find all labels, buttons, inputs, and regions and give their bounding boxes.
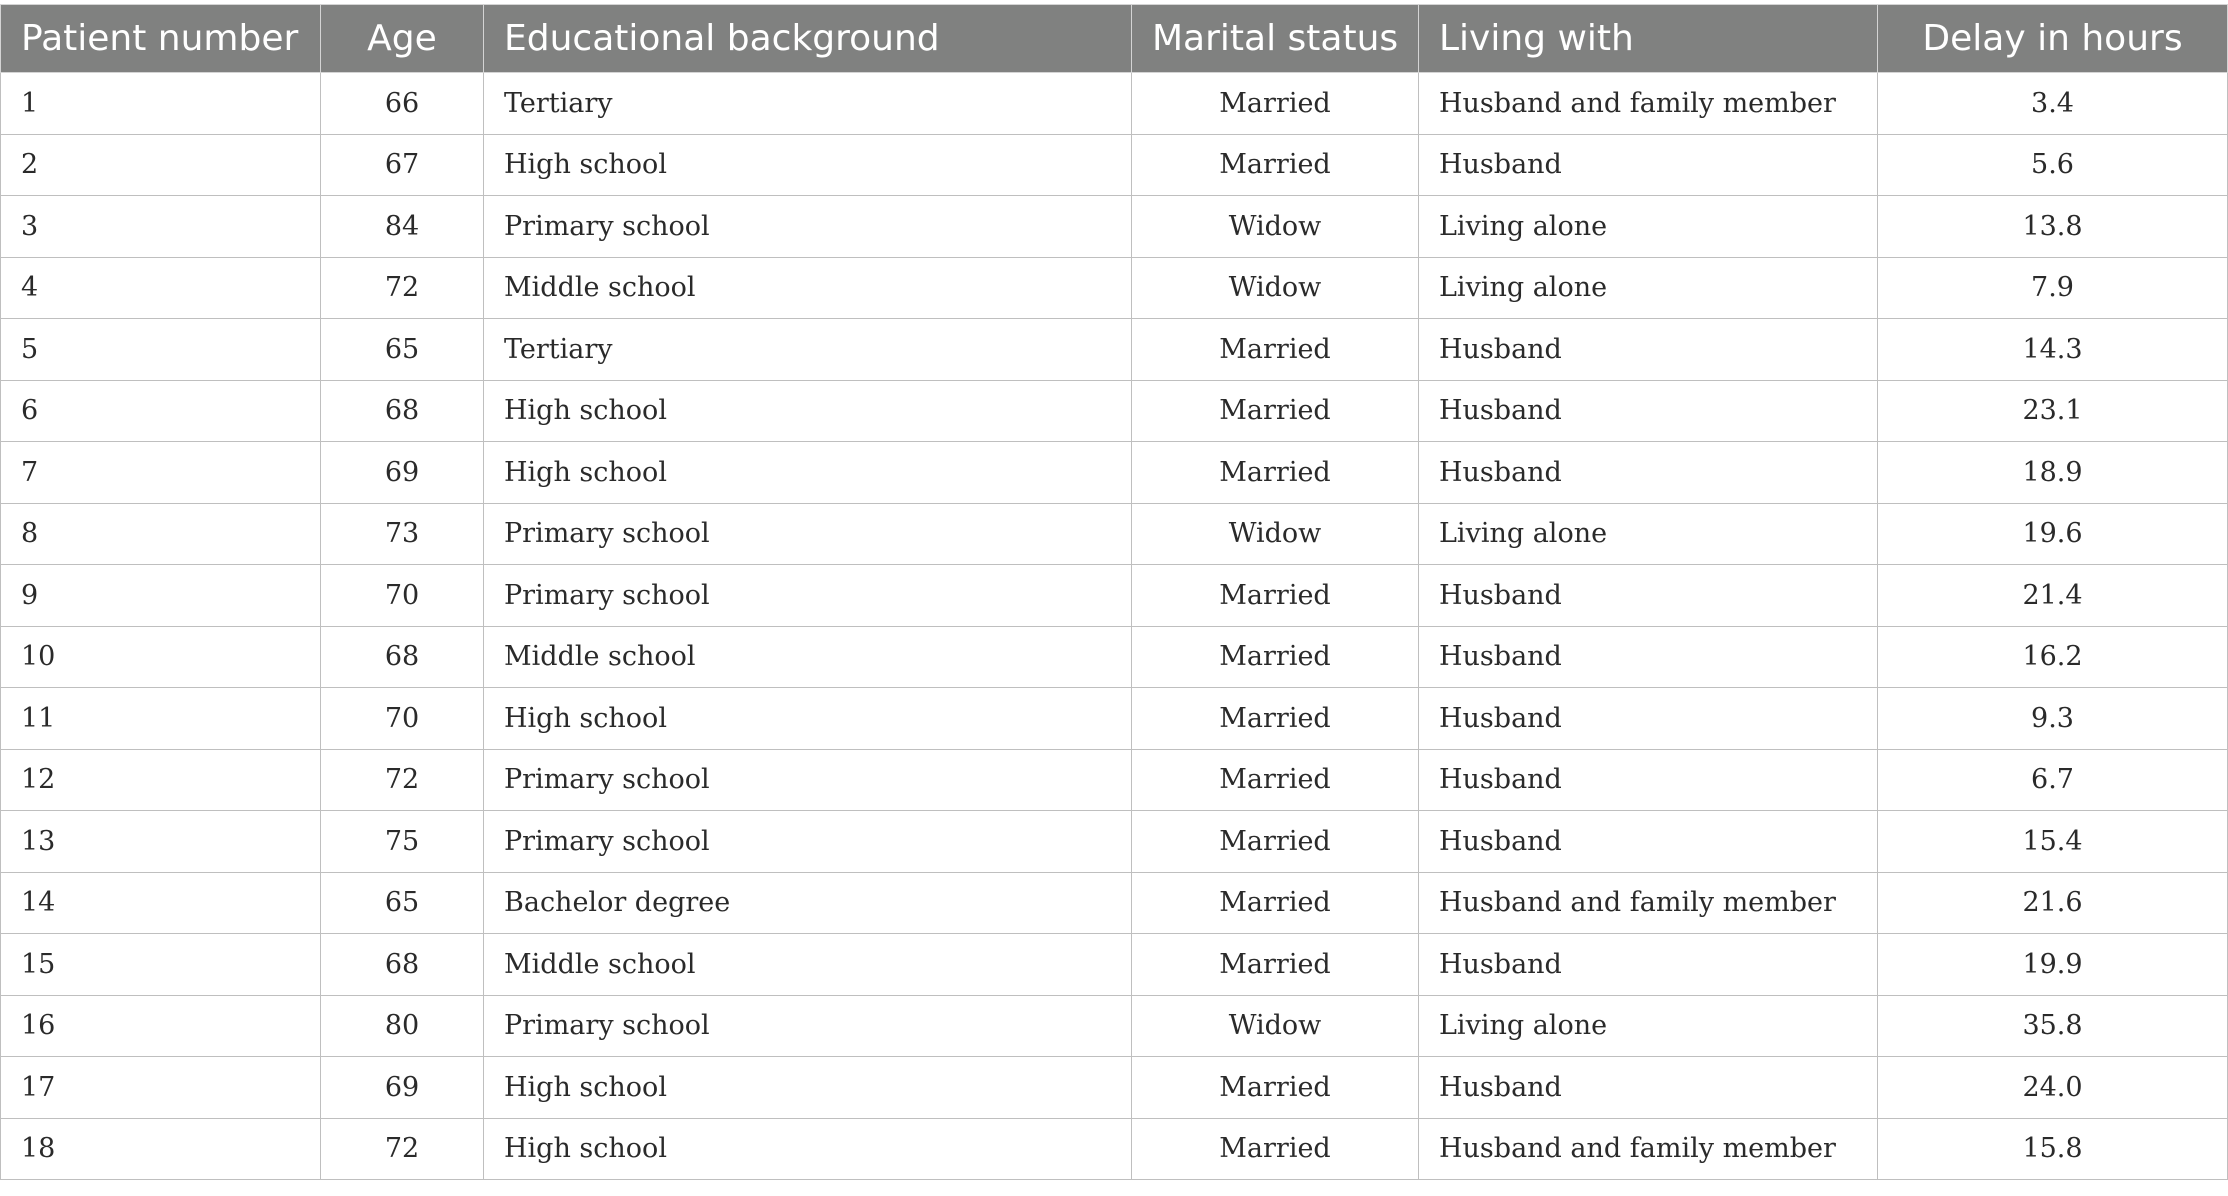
cell-marital-status: Widow (1132, 257, 1419, 319)
cell-patient-number: 6 (1, 380, 321, 442)
cell-marital-status: Married (1132, 73, 1419, 135)
table-row (1, 73, 2228, 135)
cell-delay-in-hours: 19.9 (1878, 934, 2228, 996)
cell-educational-background: Primary school (484, 749, 1132, 811)
cell-delay-in-hours: 24.0 (1878, 1057, 2228, 1119)
cell-marital-status: Married (1132, 688, 1419, 750)
table-row (1, 688, 2228, 750)
cell-marital-status: Widow (1132, 503, 1419, 565)
cell-living-with: Living alone (1419, 196, 1878, 258)
cell-delay-in-hours: 9.3 (1878, 688, 2228, 750)
cell-living-with: Husband (1419, 626, 1878, 688)
cell-age: 68 (321, 934, 484, 996)
table-row (1, 134, 2228, 196)
cell-delay-in-hours: 19.6 (1878, 503, 2228, 565)
cell-delay-in-hours: 21.4 (1878, 565, 2228, 627)
cell-patient-number: 17 (1, 1057, 321, 1119)
table-row (1, 1118, 2228, 1180)
cell-delay-in-hours: 16.2 (1878, 626, 2228, 688)
cell-delay-in-hours: 21.6 (1878, 872, 2228, 934)
cell-patient-number: 2 (1, 134, 321, 196)
cell-marital-status: Widow (1132, 196, 1419, 258)
cell-patient-number: 12 (1, 749, 321, 811)
cell-living-with: Husband (1419, 688, 1878, 750)
cell-patient-number: 16 (1, 995, 321, 1057)
cell-living-with: Husband (1419, 1057, 1878, 1119)
cell-patient-number: 7 (1, 442, 321, 504)
cell-marital-status: Married (1132, 934, 1419, 996)
column-header-patient-number: Patient number (1, 5, 321, 73)
cell-marital-status: Married (1132, 565, 1419, 627)
cell-living-with: Husband and family member (1419, 73, 1878, 135)
cell-age: 73 (321, 503, 484, 565)
cell-age: 67 (321, 134, 484, 196)
cell-patient-number: 11 (1, 688, 321, 750)
cell-patient-number: 4 (1, 257, 321, 319)
cell-educational-background: Middle school (484, 626, 1132, 688)
cell-patient-number: 9 (1, 565, 321, 627)
cell-living-with: Husband (1419, 749, 1878, 811)
cell-marital-status: Married (1132, 626, 1419, 688)
cell-living-with: Husband (1419, 442, 1878, 504)
patient-table-container (0, 4, 2183, 1180)
cell-marital-status: Married (1132, 749, 1419, 811)
cell-delay-in-hours: 15.8 (1878, 1118, 2228, 1180)
cell-age: 69 (321, 442, 484, 504)
cell-educational-background: Tertiary (484, 73, 1132, 135)
cell-educational-background: High school (484, 380, 1132, 442)
cell-marital-status: Married (1132, 1118, 1419, 1180)
column-header-living-with: Living with (1419, 5, 1878, 73)
cell-age: 65 (321, 872, 484, 934)
cell-living-with: Husband (1419, 811, 1878, 873)
cell-age: 69 (321, 1057, 484, 1119)
cell-patient-number: 14 (1, 872, 321, 934)
cell-marital-status: Married (1132, 811, 1419, 873)
cell-delay-in-hours: 6.7 (1878, 749, 2228, 811)
cell-educational-background: High school (484, 442, 1132, 504)
cell-educational-background: Tertiary (484, 319, 1132, 381)
cell-living-with: Husband and family member (1419, 872, 1878, 934)
cell-delay-in-hours: 15.4 (1878, 811, 2228, 873)
cell-marital-status: Married (1132, 319, 1419, 381)
column-header-marital-status: Marital status (1132, 5, 1419, 73)
cell-delay-in-hours: 23.1 (1878, 380, 2228, 442)
cell-delay-in-hours: 13.8 (1878, 196, 2228, 258)
table-row (1, 1057, 2228, 1119)
cell-living-with: Husband (1419, 319, 1878, 381)
table-body (1, 73, 2228, 1180)
cell-patient-number: 3 (1, 196, 321, 258)
cell-age: 80 (321, 995, 484, 1057)
cell-delay-in-hours: 18.9 (1878, 442, 2228, 504)
cell-educational-background: Primary school (484, 995, 1132, 1057)
cell-delay-in-hours: 35.8 (1878, 995, 2228, 1057)
cell-living-with: Husband (1419, 934, 1878, 996)
cell-living-with: Living alone (1419, 257, 1878, 319)
patient-table (0, 4, 2228, 1180)
cell-delay-in-hours: 5.6 (1878, 134, 2228, 196)
cell-educational-background: Middle school (484, 934, 1132, 996)
cell-age: 72 (321, 749, 484, 811)
column-header-educational-background: Educational background (484, 5, 1132, 73)
cell-patient-number: 8 (1, 503, 321, 565)
cell-age: 70 (321, 565, 484, 627)
header-row (1, 5, 2228, 73)
table-row (1, 257, 2228, 319)
cell-marital-status: Married (1132, 442, 1419, 504)
cell-educational-background: High school (484, 688, 1132, 750)
cell-marital-status: Married (1132, 380, 1419, 442)
cell-educational-background: Primary school (484, 503, 1132, 565)
table-row (1, 995, 2228, 1057)
cell-educational-background: Bachelor degree (484, 872, 1132, 934)
cell-marital-status: Married (1132, 1057, 1419, 1119)
cell-living-with: Living alone (1419, 503, 1878, 565)
table-row (1, 442, 2228, 504)
cell-living-with: Husband (1419, 565, 1878, 627)
table-row (1, 934, 2228, 996)
table-header (1, 5, 2228, 73)
cell-living-with: Husband (1419, 134, 1878, 196)
cell-educational-background: High school (484, 1057, 1132, 1119)
column-header-age: Age (321, 5, 484, 73)
cell-age: 75 (321, 811, 484, 873)
cell-age: 68 (321, 626, 484, 688)
cell-educational-background: Primary school (484, 196, 1132, 258)
cell-patient-number: 18 (1, 1118, 321, 1180)
table-row (1, 811, 2228, 873)
cell-marital-status: Married (1132, 872, 1419, 934)
cell-age: 84 (321, 196, 484, 258)
cell-living-with: Living alone (1419, 995, 1878, 1057)
cell-patient-number: 10 (1, 626, 321, 688)
cell-educational-background: Middle school (484, 257, 1132, 319)
cell-educational-background: High school (484, 1118, 1132, 1180)
cell-age: 70 (321, 688, 484, 750)
cell-educational-background: Primary school (484, 565, 1132, 627)
cell-age: 72 (321, 1118, 484, 1180)
cell-living-with: Husband and family member (1419, 1118, 1878, 1180)
table-row (1, 196, 2228, 258)
cell-age: 66 (321, 73, 484, 135)
cell-marital-status: Married (1132, 134, 1419, 196)
cell-living-with: Husband (1419, 380, 1878, 442)
table-row (1, 749, 2228, 811)
cell-age: 68 (321, 380, 484, 442)
column-header-delay-in-hours: Delay in hours (1878, 5, 2228, 73)
cell-delay-in-hours: 3.4 (1878, 73, 2228, 135)
cell-age: 72 (321, 257, 484, 319)
table-row (1, 626, 2228, 688)
table-row (1, 503, 2228, 565)
table-row (1, 380, 2228, 442)
cell-patient-number: 13 (1, 811, 321, 873)
cell-delay-in-hours: 14.3 (1878, 319, 2228, 381)
table-row (1, 872, 2228, 934)
cell-delay-in-hours: 7.9 (1878, 257, 2228, 319)
cell-age: 65 (321, 319, 484, 381)
table-row (1, 565, 2228, 627)
cell-marital-status: Widow (1132, 995, 1419, 1057)
table-row (1, 319, 2228, 381)
cell-patient-number: 1 (1, 73, 321, 135)
cell-patient-number: 15 (1, 934, 321, 996)
cell-educational-background: High school (484, 134, 1132, 196)
cell-educational-background: Primary school (484, 811, 1132, 873)
cell-patient-number: 5 (1, 319, 321, 381)
